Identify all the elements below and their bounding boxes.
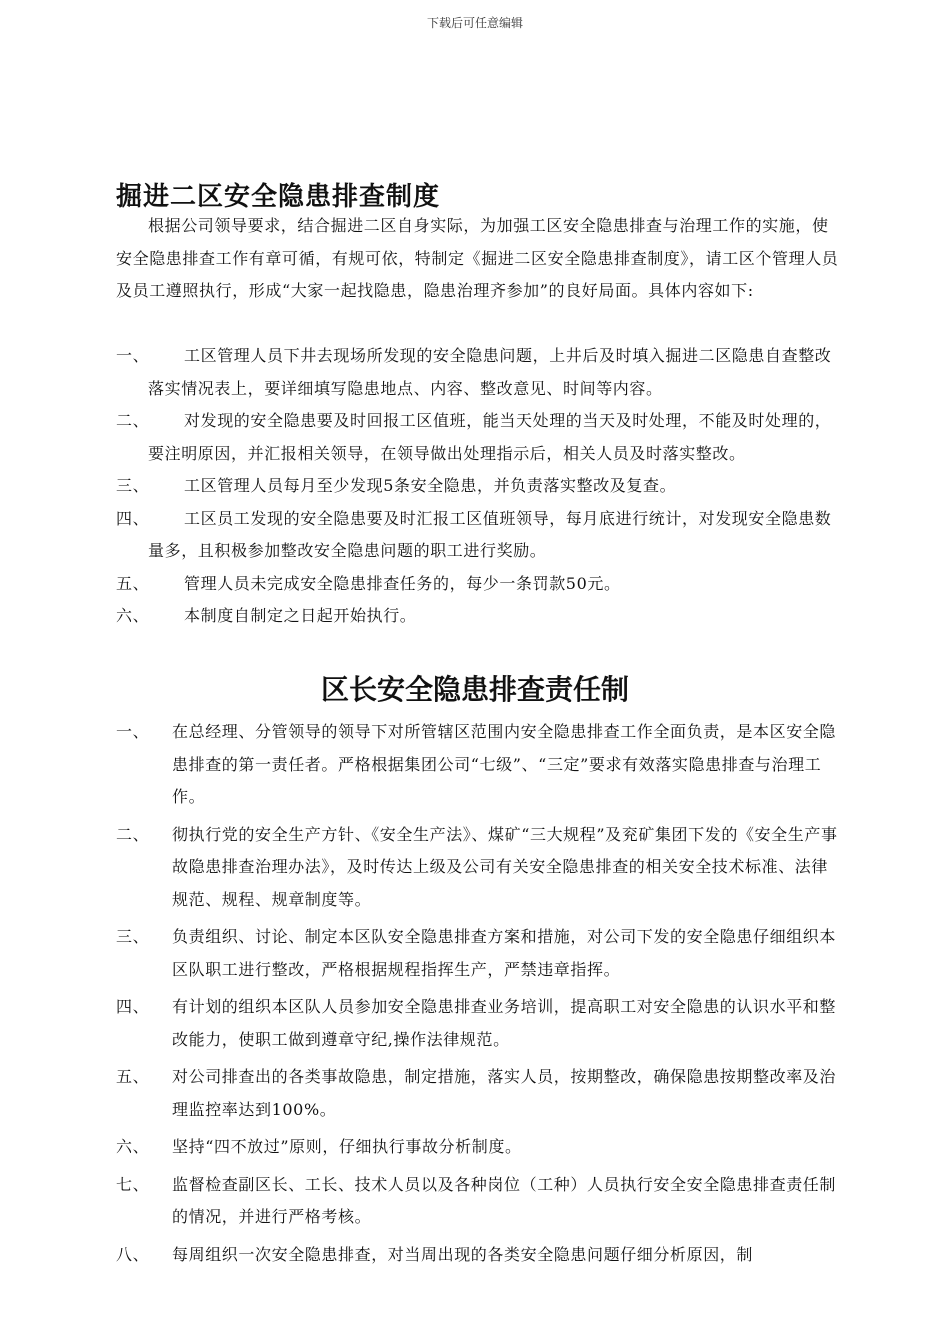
section1-title: 掘进二区安全隐患排查制度 [116,182,441,212]
item-text: 监督检查副区长、工长、技术人员以及各种岗位（工种）人员执行安全安全隐患排查责任制的情况，并进行严格考核。 [172,1174,837,1226]
item-number: 一、 [116,722,150,741]
item-text: 负责组织、讨论、制定本区队安全隐患排查方案和措施，对公司下发的安全隐患仔细组织本区队职工进行整改，严格根据规程指挥生产，严禁违章指挥。 [172,927,837,979]
item-text: 对发现的安全隐患要及时回报工区值班，能当天处理的当天及时处理，不能及时处理的，要注明原因，并汇报相关领导，在领导做出处理指示后，相关人员及时落实整改。 [148,411,832,463]
item-number: 四、 [116,997,150,1016]
list-item [116,1169,844,1234]
section1-intro [116,210,844,308]
section2-title: 区长安全隐患排查责任制 [320,673,629,706]
list-item [116,1131,844,1164]
item-number: 二、 [116,411,150,430]
list-item [116,991,844,1056]
item-text: 在总经理、分管领导的领导下对所管辖区范围内安全隐患排查工作全面负责，是本区安全隐患排查的第一责任者。严格根据集团公司“七级”、“三定”要求有效落实隐患排查与治理工作。 [172,722,837,806]
list-item [116,921,844,986]
item-text: 坚持“四不放过”原则，仔细执行事故分析制度。 [172,1137,522,1156]
item-text: 工区管理人员每月至少发现5条安全隐患，并负责落实整改及复查。 [184,476,677,495]
item-text: 彻执行党的安全生产方针、《安全生产法》、煤矿“三大规程”及兖矿集团下发的《安全生产事故隐患排查治理办法》，及时传达上级及公司有关安全隐患排查的相关安全技术标准、法律规范、规程、规章制度等。 [172,824,838,909]
list-item [116,819,844,917]
list-item [116,1239,844,1272]
item-number: 七、 [116,1174,150,1194]
item-text: 工区管理人员下井去现场所发现的安全隐患问题，上井后及时填入掘进二区隐患自查整改落实情况表上，要详细填写隐患地点、内容、整改意见、时间等内容。 [148,346,832,398]
list-item [116,470,844,503]
item-number: 四、 [116,508,150,528]
item-number: 六、 [116,1137,150,1156]
list-item [116,716,844,814]
item-text: 有计划的组织本区队人员参加安全隐患排查业务培训，提高职工对安全隐患的认识水平和整改能力，使职工做到遵章守纪,操作法律规范。 [172,997,837,1049]
list-item [116,600,844,633]
list-item [116,340,844,405]
item-text: 每周组织一次安全隐患排查，对当周出现的各类安全隐患问题仔细分析原因，制 [172,1244,754,1264]
list-item [116,503,844,568]
item-number: 一、 [116,346,150,365]
intro-paragraph: 根据公司领导要求，结合掘进二区自身实际，为加强工区安全隐患排查与治理工作的实施，使安全隐患排查工作有章可循，有规可依，特制定《掘进二区安全隐患排查制度》，请工区个管理人员及员工遵照执行，形成“大家一起找隐患，隐患治理齐参加”的良好局面。具体内容如下: [116,216,839,300]
list-item [116,405,844,470]
item-number: 五、 [116,573,150,593]
item-number: 六、 [116,606,150,625]
section1-list [116,340,844,633]
item-text: 本制度自制定之日起开始执行。 [184,606,417,625]
item-text: 工区员工发现的安全隐患要及时汇报工区值班领导，每月底进行统计，对发现安全隐患数量多，且积极参加整改安全隐患问题的职工进行奖励。 [148,508,832,560]
item-number: 八、 [116,1244,150,1264]
item-number: 二、 [116,824,150,844]
section2-list [116,716,844,1271]
header-note: 下载后可任意编辑 [426,16,523,30]
item-text: 对公司排查出的各类事故隐患，制定措施，落实人员，按期整改，确保隐患按期整改率及治理监控率达到100%。 [172,1067,837,1119]
list-item [116,568,844,601]
item-text: 管理人员未完成安全隐患排查任务的，每少一条罚款50元。 [184,573,621,593]
item-number: 三、 [116,927,150,946]
list-item [116,1061,844,1126]
item-number: 五、 [116,1067,150,1086]
item-number: 三、 [116,476,150,495]
